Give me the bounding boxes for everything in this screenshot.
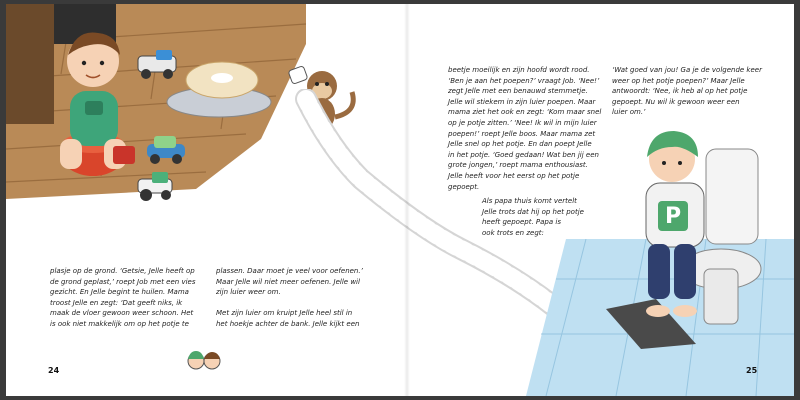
- left-page-text-column-1: plasje op de grond. ‘Getsie, Jelle heeft op de grond geplast,’ roept Job met een vies gezicht. En Jelle begint te huilen. Mama troost Jelle en zegt: ‘Dat geeft niks, ik maak de vloer gewoon weer schoon. Het is ook niet makkelijk om op het potje te: [50, 267, 196, 328]
- right-page-text-column-1b: Als papa thuis komt vertelt Jelle trots dat hij op het potje heeft gepoept. Papa is ook trots en zegt:: [482, 197, 584, 237]
- book-gutter: [404, 4, 410, 396]
- toy-car-icon: [144, 132, 188, 166]
- boy-on-toilet-illustration: [586, 119, 776, 349]
- left-page-text-column-2: plassen. Daar moet je veel voor oefenen.’ Maar Jelle wil niet meer oefenen. Jelle wil zijn luier weer om. Met zijn luier om kruipt Jelle heel stil in het hoekje achter de bank. Jelle kijkt een: [216, 267, 363, 328]
- page-number-left: 24: [48, 366, 60, 375]
- cushion-with-donut-illustration: [164, 54, 274, 119]
- right-page-text-column-1: beetje moeilijk en zijn hoofd wordt rood. ‘Ben je aan het poepen?’ vraagt Job. ‘Nee!’ zegt Jelle met een benauwd stemmetje. Jelle wil stiekem in zijn luier poepen. Maar mama ziet het ook en zegt: ‘Kom maar snel op je potje zitten.’ ‘Nee! Ik wil in mijn luier poepen!’ roept Jelle boos. Maar mama zet Jelle snel op het potje. En dan poept Jelle in het potje. ‘Goed gedaan! Wat ben jij een grote jongen,’ roept mama enthousiast. Jelle heeft voor het eerst op het potje gepoept.: [448, 66, 602, 191]
- right-page-text-column-2: ‘Wat goed van jou! Ga je de volgende keer weer op het potje poepen?’ Maar Jelle antwoordt: ‘Nee, ik heb al op het potje gepoept. Nu wil ik gewoon weer een luier om.’: [612, 66, 762, 117]
- toy-tractor-icon: [134, 169, 178, 203]
- page-number-right: 25: [746, 366, 758, 375]
- book-spread: [6, 4, 794, 396]
- toy-block-icon: [111, 144, 137, 166]
- character-heads-icon: [184, 349, 224, 371]
- shirt-letter: P: [664, 204, 682, 229]
